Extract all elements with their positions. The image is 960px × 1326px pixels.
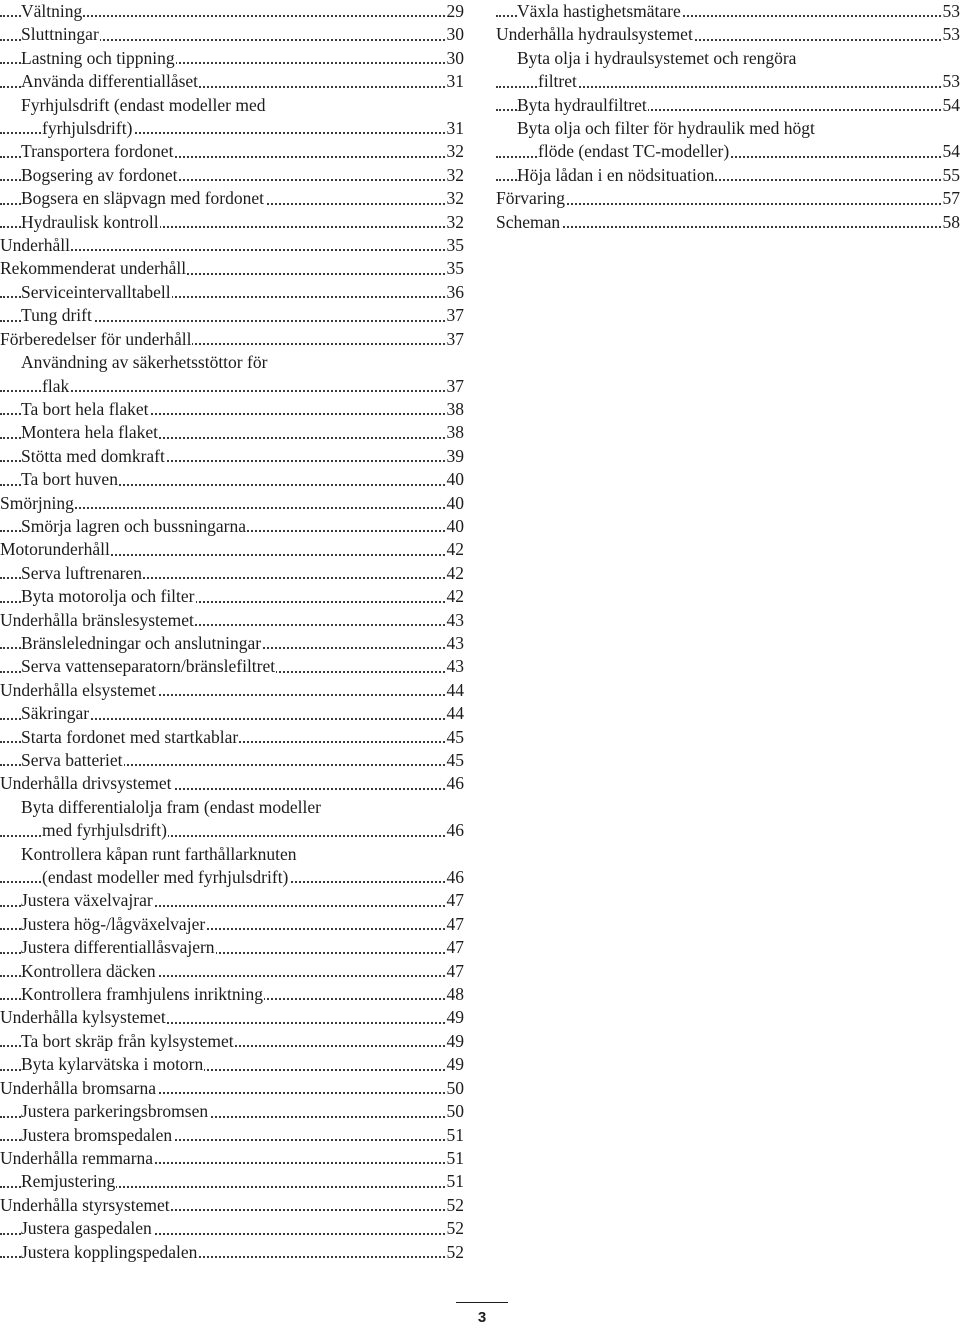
toc-entry[interactable] [0, 843, 464, 866]
toc-entry[interactable] [0, 187, 464, 210]
toc-entry[interactable] [0, 164, 464, 187]
toc-entry-title: Underhålla elsystemet [0, 679, 156, 700]
toc-entry[interactable] [0, 1194, 464, 1217]
toc-entry-title: Underhålla kylsystemet [0, 1007, 166, 1028]
toc-entry[interactable] [0, 1077, 464, 1100]
toc-entry-title: Justera parkeringsbromsen [21, 1101, 209, 1122]
toc-entry[interactable] [0, 1217, 464, 1240]
toc-entry[interactable] [0, 913, 464, 936]
toc-entry[interactable] [0, 1241, 464, 1264]
toc-entry-page: 32 [445, 140, 465, 163]
toc-entry-title: Serva batteriet [21, 750, 123, 770]
toc-entry-title: Stötta med domkraft [21, 445, 165, 466]
toc-entry-page: 42 [445, 538, 465, 561]
toc-entry-title: Underhålla remmarna [0, 1147, 154, 1168]
toc-entry[interactable] [0, 1100, 464, 1123]
toc-entry-title: Byta differentialolja fram (endast modeller [21, 796, 321, 817]
toc-entry-title: Underhålla hydraulsystemet [496, 24, 693, 45]
toc-entry-title: Lastning och tippning [21, 47, 175, 68]
toc-entry-page: 49 [445, 1030, 465, 1053]
toc-entry[interactable] [0, 492, 464, 515]
toc-entry-title: Kontrollera kåpan runt farthållarknuten [21, 843, 297, 864]
toc-entry-page: 40 [445, 515, 465, 538]
toc-entry[interactable] [0, 468, 464, 491]
toc-entry-page: 30 [445, 47, 465, 70]
toc-entry[interactable] [0, 936, 464, 959]
toc-entry-page: 49 [445, 1006, 465, 1029]
toc-entry[interactable] [0, 772, 464, 795]
toc-entry-title: Transportera fordonet [21, 141, 174, 162]
toc-entry-page: 32 [445, 187, 465, 210]
toc-entry[interactable] [0, 889, 464, 912]
toc-entry[interactable] [0, 140, 464, 163]
toc-entry-page: 29 [445, 0, 465, 23]
toc-entry-title: Sluttningar [21, 24, 99, 45]
toc-entry-title: Serva luftrenaren [21, 562, 142, 583]
toc-entry-page: 53 [941, 0, 960, 23]
toc-entry[interactable] [0, 562, 464, 585]
toc-entry-title: Underhåll [0, 235, 70, 256]
toc-entry-title: Kontrollera framhjulens inriktning [21, 984, 264, 1005]
toc-entry-title: Bogsera en släpvagn med fordonet [21, 188, 264, 209]
toc-entry[interactable] [0, 609, 464, 632]
toc-entry-title: Justera gaspedalen [21, 1218, 152, 1239]
toc-entry-title: Ta bort skräp från kylsystemet [21, 1030, 234, 1051]
toc-entry-page: 57 [941, 187, 960, 210]
toc-entry[interactable] [0, 0, 464, 23]
toc-entry-page: 31 [445, 70, 465, 93]
toc-entry-title: Smörja lagren och bussningarna [21, 515, 247, 536]
toc-entry-title: Smörjning [0, 492, 74, 513]
toc-entry[interactable] [0, 304, 464, 327]
toc-entry[interactable] [0, 398, 464, 421]
toc-entry-page: 47 [445, 936, 465, 959]
toc-entry-title: Byta kylarvätska i motorn [21, 1054, 204, 1075]
toc-entry-page: 45 [445, 726, 465, 749]
toc-entry-page: 54 [941, 94, 960, 117]
toc-entry-title: fyrhjulsdrift) [42, 118, 133, 139]
toc-entry-title: Säkringar [21, 703, 90, 724]
toc-entry-page: 55 [941, 164, 960, 187]
toc-entry[interactable] [0, 538, 464, 561]
toc-entry-title: Kontrollera däcken [21, 960, 156, 981]
toc-entry-title: (endast modeller med fyrhjulsdrift) [42, 867, 289, 888]
page-number: 3 [456, 1302, 508, 1326]
toc-entry[interactable] [496, 0, 960, 23]
toc-entry-page: 58 [941, 211, 960, 234]
toc-entry[interactable] [0, 960, 464, 983]
toc-entry-title: Justera bromspedalen [21, 1124, 173, 1145]
toc-entry[interactable] [0, 351, 464, 374]
toc-entry-page: 50 [445, 1077, 465, 1100]
toc-entry-page: 47 [445, 960, 465, 983]
toc-entry-page: 43 [445, 632, 465, 655]
toc-entry-title: Använda differentiallåset [21, 71, 199, 92]
toc-entry[interactable] [496, 23, 960, 46]
toc-entry[interactable] [0, 1053, 464, 1076]
toc-entry-page: 46 [445, 866, 465, 889]
toc-entry-page: 52 [445, 1217, 465, 1240]
toc-entry[interactable] [0, 328, 464, 351]
toc-entry-page: 51 [445, 1147, 465, 1170]
toc-entry-title: Montera hela flaket [21, 422, 159, 443]
toc-entry[interactable] [0, 866, 464, 889]
toc-entry[interactable] [0, 632, 464, 655]
toc-entry[interactable] [496, 94, 960, 117]
toc-entry-title: Tung drift [21, 305, 92, 326]
toc-entry-title: Byta motorolja och filter [21, 586, 195, 607]
toc-entry[interactable] [0, 281, 464, 304]
toc-entry-title: Justera differentiallåsvajern [21, 937, 215, 958]
toc-column-left [0, 0, 464, 1264]
toc-entry-title: Underhålla bränslesystemet [0, 609, 194, 630]
toc-entry[interactable] [0, 117, 464, 140]
toc-entry[interactable] [0, 47, 464, 70]
toc-entry-title: Underhålla drivsystemet [0, 773, 172, 794]
toc-entry-page: 32 [445, 164, 465, 187]
toc-entry[interactable] [0, 375, 464, 398]
toc-entry[interactable] [0, 749, 464, 772]
toc-entry[interactable] [496, 140, 960, 163]
toc-entry-title: Justera hög-/lågväxelvajer [21, 913, 206, 934]
toc-entry-page: 49 [445, 1053, 465, 1076]
toc-entry-page: 51 [445, 1170, 465, 1193]
toc-entry-page: 32 [445, 211, 465, 234]
toc-entry-page: 44 [445, 702, 465, 725]
toc-entry-title: Justera växelvajrar [21, 890, 153, 911]
toc-entry-title: Förvaring [496, 188, 566, 209]
toc-entry-page: 43 [445, 609, 465, 632]
toc-entry[interactable] [0, 585, 464, 608]
toc-entry[interactable] [0, 515, 464, 538]
toc-entry-page: 40 [445, 468, 465, 491]
toc-entry[interactable] [496, 117, 960, 140]
toc-entry[interactable] [0, 679, 464, 702]
toc-entry-title: Underhålla bromsarna [0, 1077, 156, 1098]
toc-entry-page: 35 [445, 257, 465, 280]
toc-entry-page: 37 [445, 328, 465, 351]
toc-entry-page: 53 [941, 23, 960, 46]
toc-entry-page: 44 [445, 679, 465, 702]
toc-entry[interactable] [0, 655, 464, 678]
toc-entry-page: 52 [445, 1194, 465, 1217]
toc-entry-page: 39 [445, 445, 465, 468]
toc-entry[interactable] [496, 211, 960, 234]
toc-entry-page: 53 [941, 70, 960, 93]
toc-entry-page: 36 [445, 281, 465, 304]
toc-entry[interactable] [0, 702, 464, 725]
toc-entry-title: Motorunderhåll [0, 539, 110, 560]
toc-entry-title: Underhålla styrsystemet [0, 1194, 170, 1215]
toc-entry[interactable] [496, 70, 960, 93]
toc-entry-page: 46 [445, 819, 465, 842]
toc-entry-title: Byta olja i hydraulsystemet och rengöra [517, 47, 797, 68]
dot-leader [496, 226, 960, 228]
toc-entry-page: 48 [445, 983, 465, 1006]
toc-entry[interactable] [0, 94, 464, 117]
toc-entry[interactable] [0, 234, 464, 257]
toc-entry-title: Hydraulisk kontroll [21, 211, 159, 232]
toc-entry[interactable] [0, 983, 464, 1006]
toc-entry-title: Ta bort huven [21, 469, 118, 490]
toc-entry-page: 30 [445, 23, 465, 46]
toc-entry-page: 47 [445, 889, 465, 912]
toc-entry-page: 31 [445, 117, 465, 140]
toc-entry-title: Fyrhjulsdrift (endast modeller med [21, 94, 266, 115]
toc-entry-title: flöde (endast TC-modeller) [538, 141, 730, 162]
toc-entry[interactable] [0, 257, 464, 280]
toc-entry-title: Bränsleledningar och anslutningar [21, 632, 262, 653]
toc-entry[interactable] [496, 47, 960, 70]
toc-entry-page: 46 [445, 772, 465, 795]
toc-entry[interactable] [0, 796, 464, 819]
toc-entry-title: Höja lådan i en nödsituation [517, 164, 715, 185]
toc-entry-page: 52 [445, 1241, 465, 1264]
toc-entry-page: 47 [445, 913, 465, 936]
toc-entry-title: Byta hydraulfiltret [517, 94, 647, 115]
toc-entry-title: Bogsering av fordonet [21, 164, 178, 185]
toc-entry-page: 50 [445, 1100, 465, 1123]
toc-entry[interactable] [0, 1170, 464, 1193]
toc-entry-page: 54 [941, 140, 960, 163]
toc-entry[interactable] [0, 70, 464, 93]
toc-entry-page: 45 [445, 749, 465, 772]
toc-entry-title: Remjustering [21, 1171, 116, 1192]
toc-entry-title: Serva vattenseparatorn/bränslefiltret [21, 656, 276, 677]
toc-entry-title: Förberedelser för underhåll [0, 328, 192, 349]
toc-entry-page: 51 [445, 1124, 465, 1147]
toc-entry[interactable] [496, 164, 960, 187]
toc-entry[interactable] [0, 1030, 464, 1053]
toc-entry[interactable] [0, 726, 464, 749]
toc-entry[interactable] [0, 445, 464, 468]
toc-entry-title: filtret [538, 71, 577, 92]
toc-entry[interactable] [0, 211, 464, 234]
toc-entry-title: med fyrhjulsdrift) [42, 820, 167, 841]
toc-entry-page: 40 [445, 492, 465, 515]
toc-entry[interactable] [0, 23, 464, 46]
toc-entry-title: Växla hastighetsmätare [517, 1, 681, 21]
toc-entry-title: Byta olja och filter för hydraulik med högt [517, 118, 815, 139]
toc-entry-title: flak [42, 375, 70, 396]
toc-entry-title: Serviceintervalltabell [21, 281, 171, 302]
toc-entry-title: Rekommenderat underhåll [0, 258, 187, 279]
toc-entry[interactable] [0, 421, 464, 444]
toc-entry-title: Scheman [496, 211, 561, 232]
toc-entry[interactable] [0, 1147, 464, 1170]
toc-entry-page: 42 [445, 585, 465, 608]
toc-entry-page: 38 [445, 398, 465, 421]
toc-entry-page: 37 [445, 375, 465, 398]
toc-entry-page: 43 [445, 655, 465, 678]
toc-entry-title: Ta bort hela flaket [21, 398, 149, 419]
toc-entry-page: 37 [445, 304, 465, 327]
toc-entry-title: Vältning [21, 1, 83, 21]
toc-entry[interactable] [0, 819, 464, 842]
toc-entry-title: Starta fordonet med startkablar [21, 726, 239, 747]
toc-entry[interactable] [0, 1124, 464, 1147]
toc-entry-page: 42 [445, 562, 465, 585]
toc-entry[interactable] [0, 1006, 464, 1029]
toc-entry-page: 35 [445, 234, 465, 257]
toc-entry[interactable] [496, 187, 960, 210]
toc-entry-page: 38 [445, 421, 465, 444]
toc-column-right [496, 0, 960, 234]
toc-entry-title: Justera kopplingspedalen [21, 1241, 198, 1262]
toc-entry-title: Användning av säkerhetsstöttor för [21, 352, 268, 373]
